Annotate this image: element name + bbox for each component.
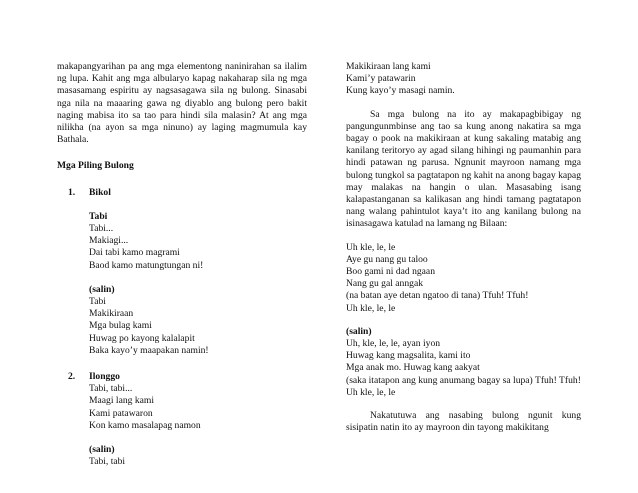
poem-line: (saka itatapon ang kung anumang bagay sa lupa) Tfuh! Tfuh! <box>346 374 581 386</box>
stanza-title: (salin) <box>89 283 115 295</box>
poem-line: Kung kayo’y masagi namin. <box>346 85 455 97</box>
poem-line: Maagi lang kami <box>89 395 155 407</box>
poem-line: Aye gu nang gu taloo <box>346 253 428 265</box>
list-item-body <box>89 187 307 357</box>
list-number: 2. <box>68 371 76 383</box>
poem-continuation <box>346 61 581 98</box>
poem-line: Makikiraan <box>89 308 134 320</box>
poem-line: Uh kle, le, le <box>346 302 396 314</box>
poem-line: Boo gami ni dad ngaan <box>346 266 435 278</box>
list-number: 1. <box>68 186 76 198</box>
poem-line: Tabi, tabi... <box>89 383 133 395</box>
poem-line: Uh, kle, le, le, ayan iyon <box>346 338 441 350</box>
stanza-title: (salin) <box>346 325 372 337</box>
bilaan-stanza-translation <box>346 326 581 399</box>
poem-line: Kami patawaron <box>89 407 153 419</box>
poem-line: Uh kle, le, le <box>346 386 396 398</box>
left-column <box>57 61 307 468</box>
section-heading: Mga Piling Bulong <box>57 160 134 172</box>
closing-paragraph: Nakatutuwa ang nasabing bulong ngunit kung sisipatin natin ito ay mayroon din tayong makikitang <box>346 410 581 434</box>
poem-line: Baka kayo’y maapakan namin! <box>89 344 209 356</box>
poem-line: Kami’y patawarin <box>346 73 416 85</box>
list-item-ilonggo <box>57 371 307 468</box>
poem-line: Baod kamo matungtungan ni! <box>89 259 204 271</box>
item-title: Ilonggo <box>89 371 120 383</box>
intro-paragraph: makapangyarihan pa ang mga elementong naninirahan sa ilalim ng lupa. Kahit ang mga albularyo kapag nakaharap sila ng mga masasamang espiritu ay nagsasagawa sila ng bulong. Sinasabi nga nila na maaaring gawa ng diyablo ang bulong pero bakit naging mabisa ito sa tao para hindi sila malasin? At ang mga nilikha (na ayon sa mga ninuno) ay laging magmumula kay Bathala. <box>57 61 307 146</box>
stanza-title: (salin) <box>89 444 115 456</box>
poem-line: Dai tabi kamo magrami <box>89 247 180 259</box>
poem-line: Mga anak mo. Huwag kang aakyat <box>346 362 480 374</box>
poem-line: Tabi, tabi <box>89 456 126 468</box>
poem-line: Makikiraan lang kami <box>346 61 431 72</box>
poem-stanza <box>89 211 307 272</box>
poem-line: Kon kamo masalapag namon <box>89 419 201 431</box>
stanza-title: Tabi <box>89 210 108 222</box>
poem-line: Nang gu gal anngak <box>346 278 423 290</box>
bilaan-stanza <box>346 242 581 315</box>
body-paragraph: Sa mga bulong na ito ay makapagbibigay ng pangungunmbinse ang tao sa kung anong nakatira sa mga bagay o pook na makikiraan at kung sakaling matabig ang kanilang teritoryo ay agad silang hihingi ng paumanhin para hindi patawan ng parusa. Ngnunit mayroon namang mga bulong tungkol sa pagtatapon ng kahit na anong bagay kapag may malakas na hangin o ulan. Masasabing isang kalapastanganan sa kalikasan ang hindi tamang pagtatapon nang walang pahintulot kaya’t ito ang kanilang bulong na isinasagawa katulad na lamang ng Bilaan: <box>346 108 581 230</box>
poem-line: Uh kle, le, le <box>346 241 396 253</box>
poem-stanza <box>89 383 307 432</box>
poem-line: Tabi <box>89 296 106 308</box>
poem-line: Tabi... <box>89 223 114 235</box>
list-item-body <box>89 371 307 468</box>
list-item-bikol <box>57 187 307 357</box>
right-column <box>346 61 581 434</box>
poem-line: Makiagi... <box>89 235 129 247</box>
poem-line: Huwag kang magsalita, kami ito <box>346 350 471 362</box>
poem-line: Mga bulag kami <box>89 320 152 332</box>
poem-stanza-translation <box>89 284 307 357</box>
item-title: Bikol <box>89 186 111 198</box>
poem-stanza-translation <box>89 444 307 468</box>
poem-line: (na batan aye detan ngatoo di tana) Tfuh! Tfuh! <box>346 290 529 302</box>
poem-line: Huwag po kayong kalalapit <box>89 332 195 344</box>
